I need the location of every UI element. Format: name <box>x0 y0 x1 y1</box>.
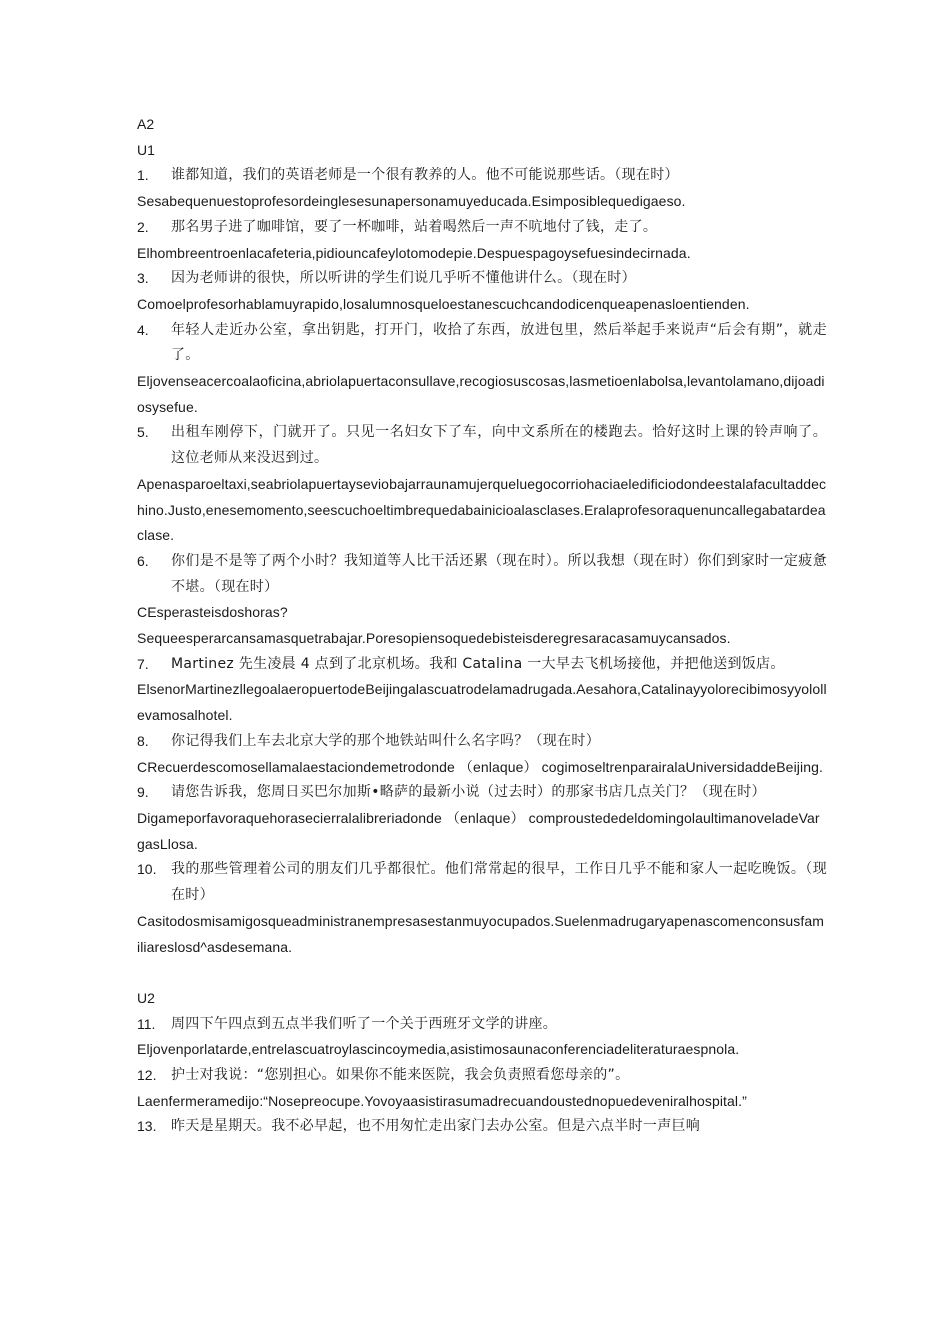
document-page <box>137 112 827 1140</box>
exercise-number: 4. <box>137 321 149 338</box>
exercise-number: 3. <box>137 270 149 287</box>
exercise-item <box>137 266 827 292</box>
exercise-number: 10. <box>137 861 157 878</box>
spanish-translation: Comoelprofesorhablamuyrapido,losalumnosqueloestanescuchcandodicenqueapenasloentienden. <box>137 295 750 312</box>
exercise-number: 8. <box>137 732 149 749</box>
chinese-sentence: 那名男子进了咖啡馆，要了一杯咖啡，站着喝然后一声不吭地付了钱，走了。 <box>171 218 658 235</box>
spanish-translation: CEsperasteisdoshoras? Sequeesperarcansamasquetrabajar.Poresopiensoquedebisteisderegresaracasamuycansados. <box>137 604 731 647</box>
spanish-translation: Laenfermeramedijo:“Nosepreocupe.Yovoyaasistirasumadrecuandoustednopuedeveniralhospital.” <box>137 1092 747 1109</box>
chinese-sentence: 因为老师讲的很快，所以听讲的学生们说几乎听不懂他讲什么。（现在时） <box>171 270 636 287</box>
chinese-sentence: 你们是不是等了两个小时？我知道等人比干活还累（现在时）。所以我想（现在时）你们到家时一定疲惫不堪。（现在时） <box>171 552 827 595</box>
chinese-sentence: 我的那些管理着公司的朋友们几乎都很忙。他们常常起的很早，工作日几乎不能和家人一起吃晚饭。（现在时） <box>171 861 827 904</box>
exercise-number: 7. <box>137 655 149 672</box>
exercise-item <box>137 857 827 908</box>
exercise-item <box>137 652 827 678</box>
exercise-item <box>137 1012 827 1038</box>
exercise-item <box>137 549 827 600</box>
unit-heading: U2 <box>137 989 155 1006</box>
exercise-item <box>137 420 827 471</box>
exercise-item <box>137 1063 827 1089</box>
exercise-number: 11. <box>137 1015 156 1032</box>
chinese-sentence: 谁都知道，我们的英语老师是一个很有教养的人。他不可能说那些话。（现在时） <box>171 167 679 184</box>
exercise-item <box>137 215 827 241</box>
chinese-sentence: 出租车刚停下，门就开了。只见一名妇女下了车，向中文系所在的楼跑去。恰好这时上课的铃声响了。这位老师从来没迟到过。 <box>171 424 827 467</box>
spanish-translation: Elhombreentroenlacafeteria,pidiouncafeylotomodepie.Despuespagoysefuesindecirnada. <box>137 244 691 261</box>
exercise-item <box>137 780 827 806</box>
chinese-sentence: 昨天是星期天。我不必早起，也不用匆忙走出家门去办公室。但是六点半时一声巨响 <box>171 1118 701 1135</box>
chinese-sentence: 你记得我们上车去北京大学的那个地铁站叫什么名字吗？（现在时） <box>171 732 600 749</box>
spanish-translation: ElsenorMartinezllegoalaeropuertodeBeijingalascuatrodelamadrugada.Aesahora,Catalinayyolorecibimosyyolollevamosalhotel. <box>137 681 827 724</box>
spanish-translation: Sesabequenuestoprofesordeinglesesunapersonamuyeducada.Esimposiblequedigaeso. <box>137 193 686 210</box>
spanish-translation: Casitodosmisamigosqueadministranempresasestanmuyocupados.Suelenmadrugaryapenascomenconsusfamiliareslosd^asdesemana. <box>137 912 825 955</box>
exercise-number: 2. <box>137 218 149 235</box>
exercise-number: 9. <box>137 784 149 801</box>
spanish-translation: Eljovenseacercoalaoficina,abriolapuertaconsullave,recogiosuscosas,lasmetioenlabolsa,levantolamano,dijoadiosysefue. <box>137 373 825 415</box>
exercise-number: 6. <box>137 552 149 569</box>
exercise-item <box>137 1114 827 1140</box>
unit-heading: U1 <box>137 141 155 158</box>
chinese-sentence: 护士对我说：“您别担心。如果你不能来医院，我会负责照看您母亲的”。 <box>171 1067 630 1083</box>
exercise-item <box>137 318 827 369</box>
chinese-sentence: 周四下午四点到五点半我们听了一个关于西班牙文学的讲座。 <box>171 1015 558 1032</box>
exercise-number: 13. <box>137 1118 157 1135</box>
chinese-sentence: 请您告诉我，您周日买巴尔加斯•略萨的最新小说（过去时）的那家书店几点关门？（现在时） <box>171 784 766 801</box>
level-heading: A2 <box>137 116 155 132</box>
exercise-number: 1. <box>137 167 149 184</box>
exercise-number: 5. <box>137 424 149 441</box>
exercise-number: 12. <box>137 1067 157 1083</box>
chinese-sentence: 年轻人走近办公室，拿出钥匙，打开门，收拾了东西，放进包里，然后举起手来说声“后会有期”，就走了。 <box>171 321 827 364</box>
exercise-item <box>137 163 827 189</box>
spanish-translation: Digameporfavoraquehorasecierralalibreriadonde （enlaque） comproustededeldomingolaultimanoveladeVargasLlosa. <box>137 809 820 852</box>
document-body <box>137 112 827 1140</box>
spanish-translation: CRecuerdescomosellamalaestaciondemetrodonde （enlaque） cogimoseltrenparairalaUniversidaddeBeijing. <box>137 758 823 775</box>
section-spacer <box>137 960 827 986</box>
exercise-item <box>137 729 827 755</box>
spanish-translation: Eljovenporlatarde,entrelascuatroylascincoymedia,asistimosaunaconferenciadeliteraturaespnola. <box>137 1041 740 1058</box>
chinese-sentence: Martinez 先生凌晨 4 点到了北京机场。我和 Catalina 一大早去飞机场接他，并把他送到饭店。 <box>171 655 785 672</box>
spanish-translation: Apenasparoeltaxi,seabriolapuertayseviobajarraunamujerqueluegocorriohaciaeledificiodondeestalafacultaddechino.Justo,enesemomento,seescuchoeltimbrequedabainicioalasclases.Eralaprofesoraquenuncallegabatardeaclase. <box>137 475 827 544</box>
